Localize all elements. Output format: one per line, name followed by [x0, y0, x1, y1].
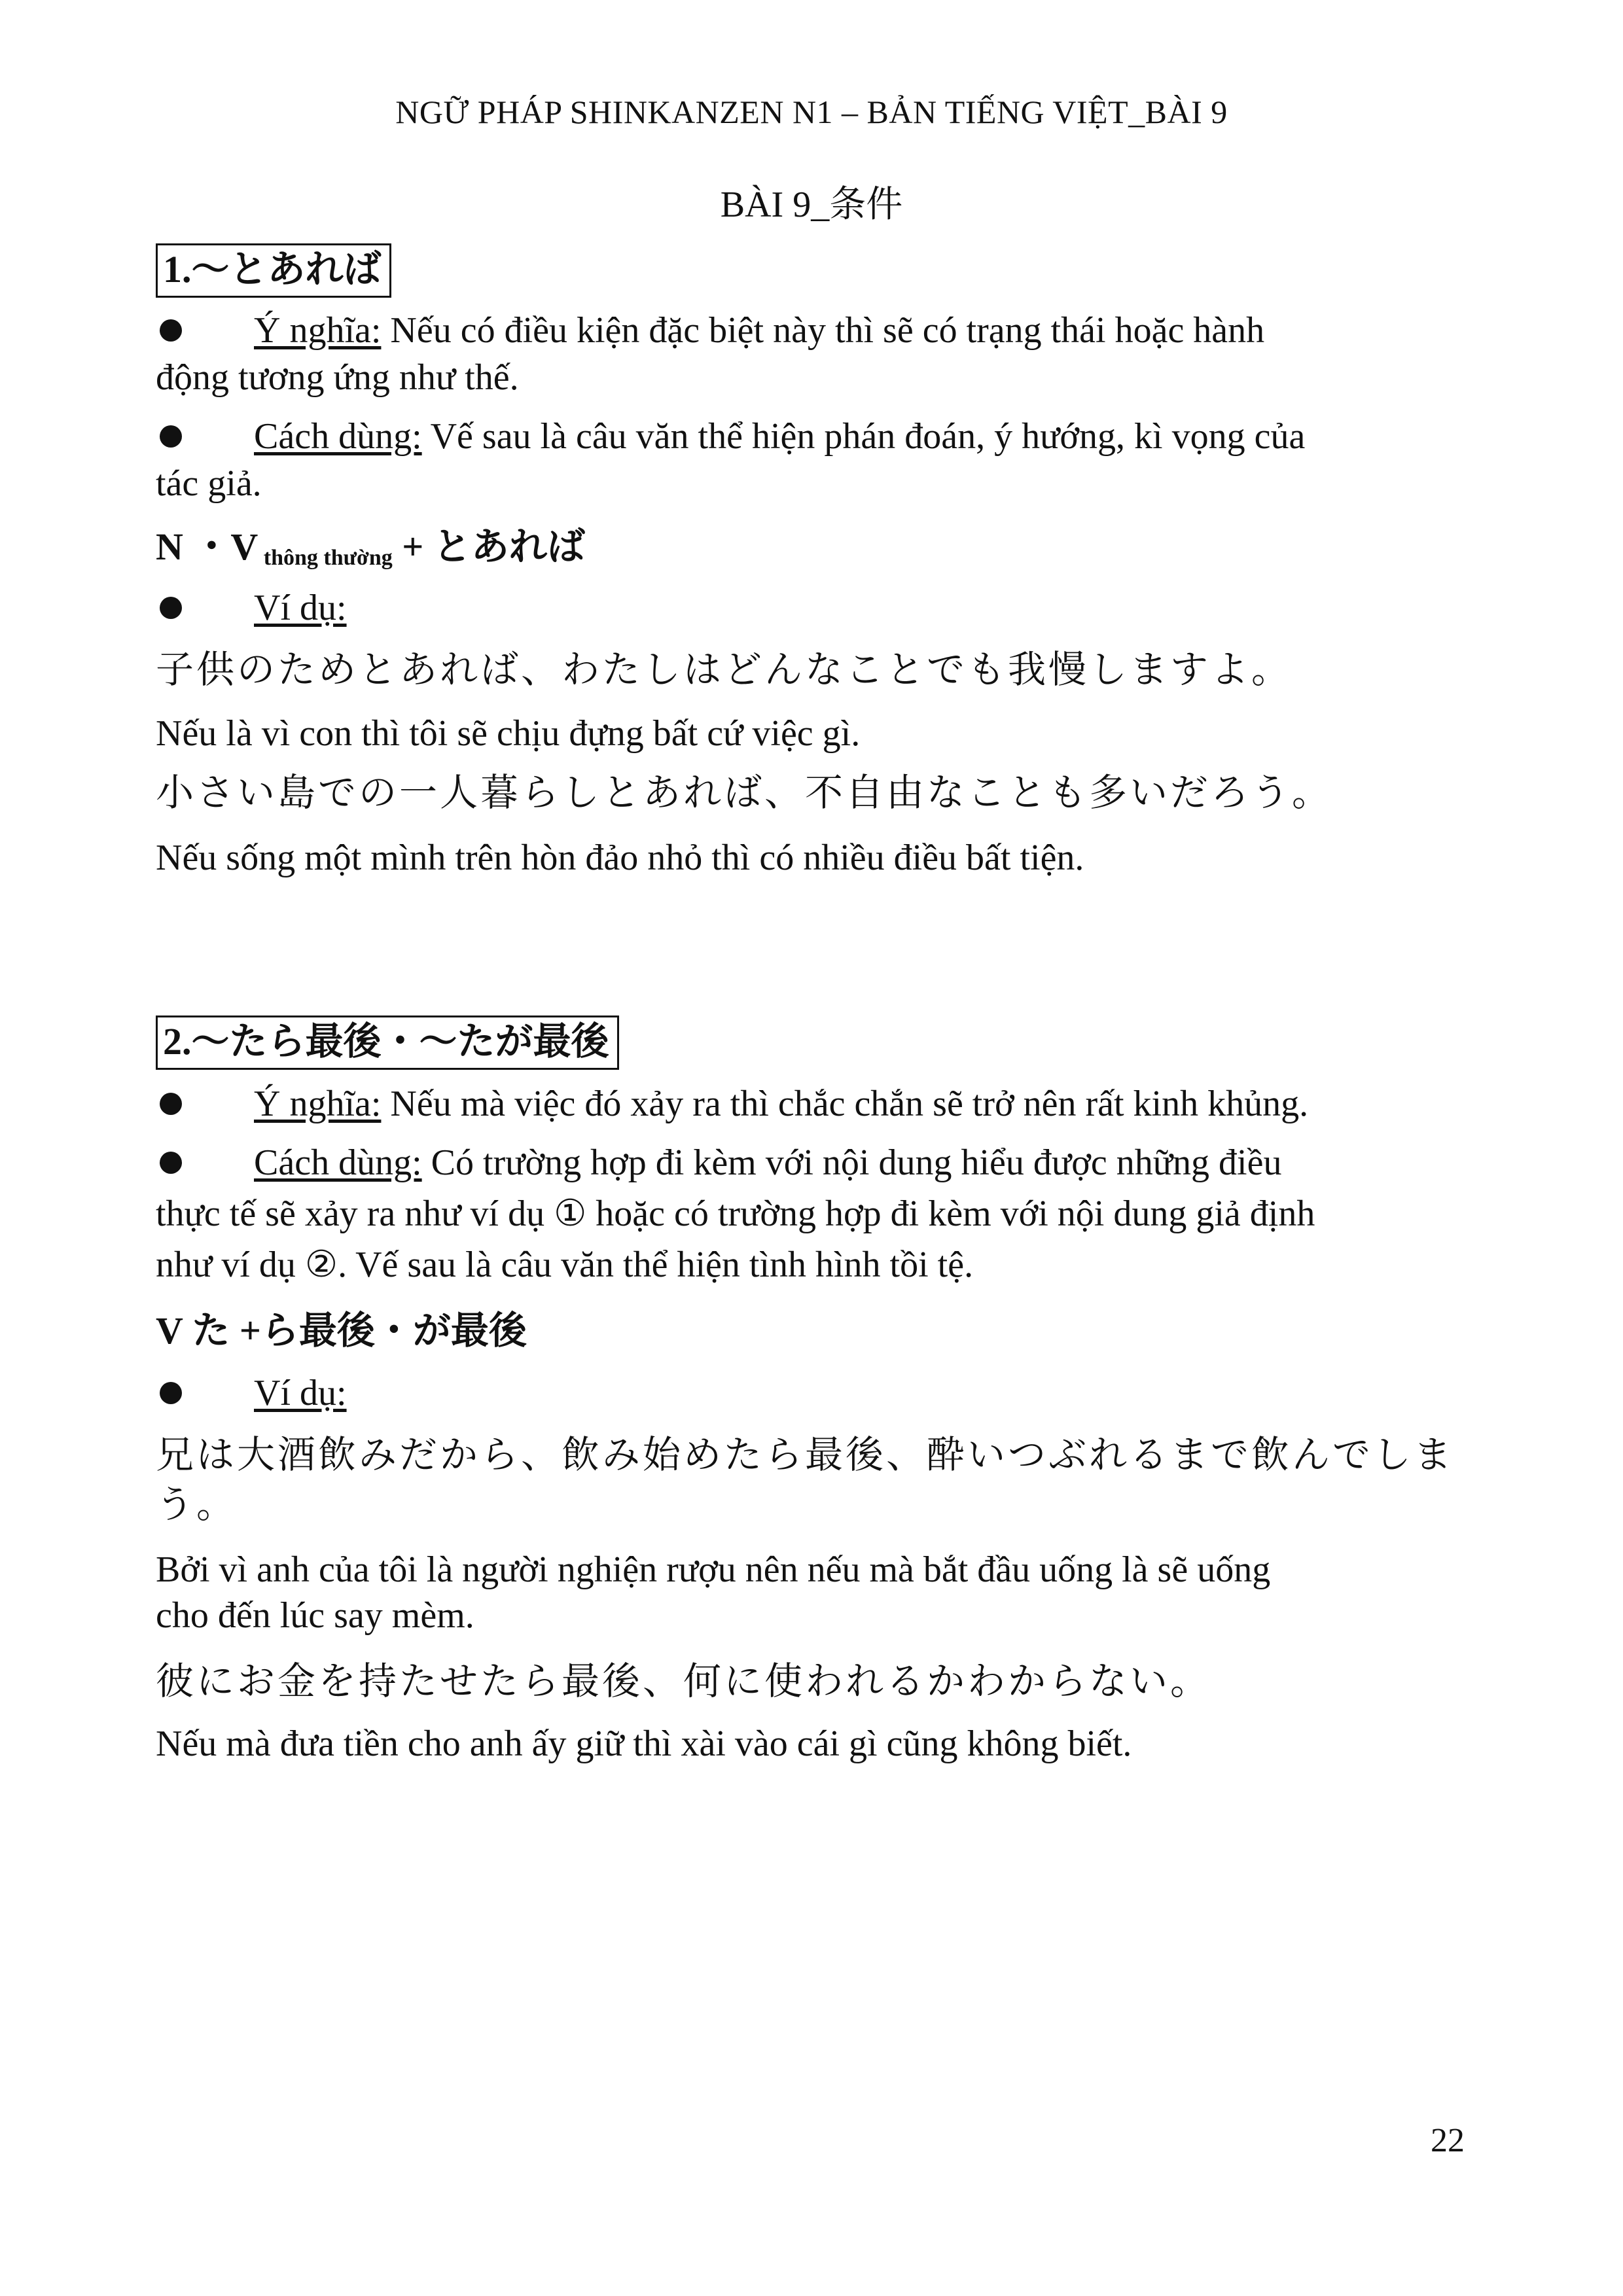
section1-usage [254, 414, 1305, 459]
section2-ex1-vi-cont: cho đến lúc say mèm. [156, 1595, 474, 1636]
bullet-icon [160, 1152, 182, 1174]
section1-heading: 1.〜とあれば [156, 243, 391, 298]
section1-ex2-jp: 小さい島での一人暮らしとあれば、不自由なことも多いだろう。 [156, 771, 1333, 814]
meaning-label: Ý nghĩa: [254, 1084, 382, 1124]
section2-ex1-jp-cont: う。 [156, 1483, 238, 1526]
section1-usage-cont: tác giả. [156, 463, 262, 504]
section1-ex1-jp: 子供のためとあれば、わたしはどんなことでも我慢しますよ。 [156, 648, 1293, 691]
usage-text: Có trường hợp đi kèm với nội dung hiểu được những điều [421, 1142, 1282, 1183]
running-header: NGỮ PHÁP SHINKANZEN N1 – BẢN TIẾNG VIỆT_BÀI 9 [395, 94, 1228, 130]
formula-sub: thông thường [258, 546, 393, 570]
lesson-title: BÀI 9_条件 [720, 185, 903, 225]
bullet-icon [160, 319, 182, 342]
section2-ex1-vi: Bởi vì anh của tôi là người nghiện rượu nên nếu mà bắt đầu uống là sẽ uống [156, 1549, 1271, 1590]
section2-meaning [254, 1081, 1308, 1127]
section2-example-label [254, 1370, 347, 1416]
formula-suffix: + とあれば [392, 525, 585, 568]
section2-usage-cont: thực tế sẽ xảy ra như ví dụ ① hoặc có trường hợp đi kèm với nội dung giả định [156, 1193, 1315, 1234]
section2-ex2-vi: Nếu mà đưa tiền cho anh ấy giữ thì xài vào cái gì cũng không biết. [156, 1723, 1132, 1764]
bullet-icon [160, 597, 182, 619]
meaning-label: Ý nghĩa: [254, 310, 382, 351]
formula-prefix: N ・V [156, 525, 259, 568]
example-label: Ví dụ: [254, 1373, 347, 1413]
section2-formula: V た +ら最後・が最後 [156, 1309, 527, 1352]
section2-heading: 2.〜たら最後・〜たが最後 [156, 1016, 619, 1070]
section1-example-label [254, 585, 347, 631]
usage-label: Cách dùng: [254, 416, 422, 457]
section1-meaning-cont: động tương ứng như thế. [156, 357, 519, 398]
usage-label: Cách dùng: [254, 1142, 422, 1183]
section2-usage-cont2: như ví dụ ②. Vế sau là câu văn thể hiện tình hình tồi tệ. [156, 1245, 974, 1285]
section1-ex1-vi: Nếu là vì con thì tôi sẽ chịu đựng bất cứ việc gì. [156, 713, 861, 754]
meaning-text: Nếu mà việc đó xảy ra thì chắc chắn sẽ trở nên rất kinh khủng. [381, 1084, 1309, 1124]
usage-text: Vế sau là câu văn thể hiện phán đoán, ý hướng, kì vọng của [421, 416, 1306, 457]
bullet-icon [160, 1093, 182, 1115]
meaning-text: Nếu có điều kiện đặc biệt này thì sẽ có trạng thái hoặc hành [381, 310, 1265, 351]
example-label: Ví dụ: [254, 588, 347, 628]
bullet-icon [160, 1382, 182, 1404]
section2-ex2-jp: 彼にお金を持たせたら最後、何に使われるかわからない。 [156, 1660, 1211, 1703]
section2-ex1-jp: 兄は大酒飲みだから、飲み始めたら最後、酔いつぶれるまで飲んでしま [156, 1434, 1455, 1476]
section2-usage [254, 1140, 1281, 1186]
section1-meaning [254, 308, 1264, 353]
section1-formula [156, 523, 585, 573]
page-number: 22 [1431, 2122, 1465, 2159]
bullet-icon [160, 425, 182, 448]
section1-ex2-vi: Nếu sống một mình trên hòn đảo nhỏ thì có nhiều điều bất tiện. [156, 838, 1084, 878]
